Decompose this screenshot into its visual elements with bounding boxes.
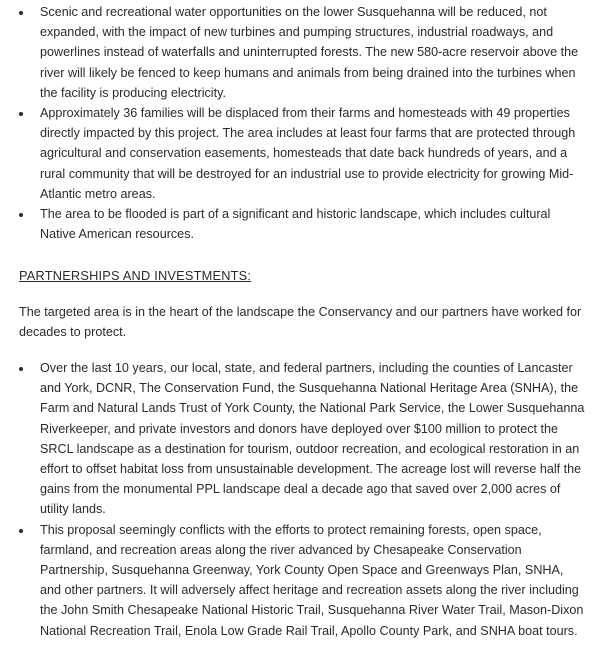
bullet-icon xyxy=(19,529,23,533)
list-item xyxy=(0,2,615,103)
list-item xyxy=(0,204,615,244)
bullet-text: Over the last 10 years, our local, state, and federal partners, including the counties of Lancaster and York, DCNR, The Conservation Fund, the Susquehanna National Heritage Area (SNHA), the Farm and Natural Lands Trust of York County, the National Park Service, the Lower Susquehanna Riverkeeper, and private investors and donors have deployed over $100 million to protect the SRCL landscape as a destination for tourism, outdoor recreation, and ecological restoration in an effort to offset habitat loss from unsustainable development. The acreage lost will reverse half the gains from the monumental PPL landscape deal a decade ago that saved over 2,000 acres of utility lands. xyxy=(40,361,585,517)
bullet-text: The area to be flooded is part of a significant and historic landscape, which includes cultural Native American resources. xyxy=(40,207,551,242)
bullet-icon xyxy=(19,112,23,116)
list-item xyxy=(0,358,615,520)
section-heading: PARTNERSHIPS AND INVESTMENTS: xyxy=(19,268,252,283)
list-item xyxy=(0,520,615,641)
bullet-text: Scenic and recreational water opportunities on the lower Susquehanna will be reduced, not expanded, with the impact of new turbines and pumping structures, industrial roadways, and powerlines instead of waterfalls and uninterrupted forests. The new 580-acre reservoir above the river will likely be fenced to keep humans and animals from being drained into the turbines when the facility is producing electricity. xyxy=(40,5,579,100)
bullet-text: This proposal seemingly conflicts with the efforts to protect remaining forests, open space, farmland, and recreation areas along the river advanced by Chesapeake Conservation Partnership, Susquehanna Greenway, York County Open Space and Greenways Plan, SNHA, and other partners. It will adversely affect heritage and recreation assets along the river including the John Smith Chesapeake National Historic Trail, Susquehanna River Water Trail, Mason-Dixon National Recreation Trail, Enola Low Grade Rail Trail, Apollo County Park, and SNHA boat tours. xyxy=(40,522,584,638)
bullet-text: Approximately 36 families will be displaced from their farms and homesteads with 49 properties directly impacted by this project. The area includes at least four farms that are protected through agricultural and conservation easements, homesteads that date back hundreds of years, and a rural community that will be destroyed for an industrial use to provide electricity for growing Mid-Atlantic metro areas. xyxy=(40,106,576,201)
bullet-icon xyxy=(19,367,23,371)
impact-bullet-list xyxy=(0,2,615,244)
intro-paragraph: The targeted area is in the heart of the landscape the Conservancy and our partners have worked for decades to protect. xyxy=(19,305,582,340)
partnership-bullet-list xyxy=(0,358,615,641)
list-item xyxy=(0,103,615,204)
bullet-icon xyxy=(19,11,23,15)
bullet-icon xyxy=(19,213,23,217)
